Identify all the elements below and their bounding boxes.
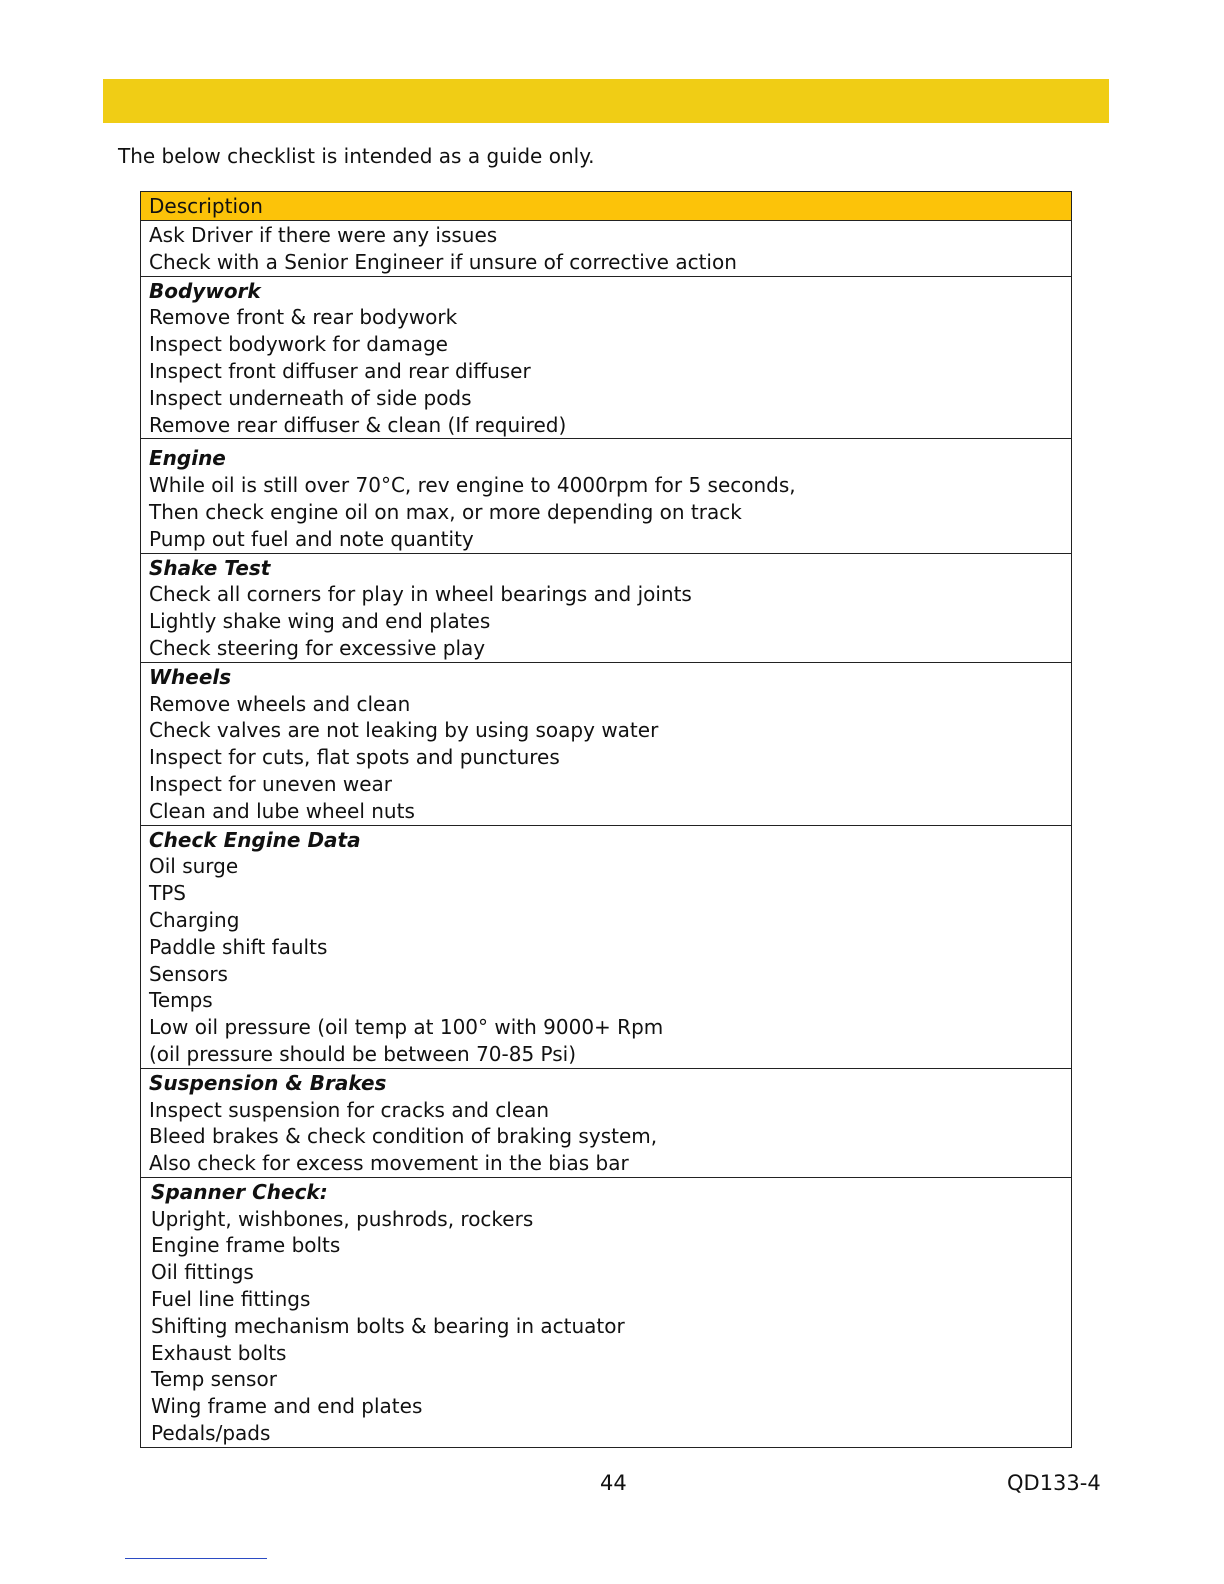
list-item: Then check engine oil on max, or more depending on track bbox=[149, 499, 742, 524]
list-item: Oil surge bbox=[149, 854, 239, 879]
list-item: Check steering for excessive play bbox=[149, 635, 486, 660]
list-item: Ask Driver if there were any issues bbox=[149, 223, 498, 247]
list-item: Remove rear diffuser & clean (If required) bbox=[149, 412, 567, 437]
list-item: Lightly shake wing and end plates bbox=[149, 609, 491, 634]
list-item: Check all corners for play in wheel bearings and joints bbox=[149, 582, 692, 607]
section-title: Check Engine Data bbox=[149, 827, 361, 852]
footnote-divider bbox=[125, 1558, 267, 1559]
page-number: 44 bbox=[600, 1471, 627, 1495]
list-item: Low oil pressure (oil temp at 100° with 9000+ Rpm bbox=[149, 1015, 664, 1040]
list-item: Remove front & rear bodywork bbox=[149, 305, 458, 330]
list-item: (oil pressure should be between 70-85 Psi) bbox=[149, 1041, 577, 1066]
list-item: Temps bbox=[149, 988, 213, 1013]
list-item: Upright, wishbones, pushrods, rockers bbox=[151, 1206, 534, 1231]
section-bodywork bbox=[141, 277, 1071, 440]
section-title: Engine bbox=[149, 446, 226, 471]
section-title: Wheels bbox=[149, 664, 232, 689]
list-item: Inspect bodywork for damage bbox=[149, 332, 448, 357]
list-item: While oil is still over 70°C, rev engine to 4000rpm for 5 seconds, bbox=[149, 473, 796, 498]
list-item: Fuel line fittings bbox=[151, 1287, 311, 1312]
list-item: Engine frame bolts bbox=[151, 1233, 341, 1258]
list-item: Shifting mechanism bolts & bearing in actuator bbox=[151, 1313, 625, 1338]
list-item: Paddle shift faults bbox=[149, 934, 328, 959]
list-item: Inspect for uneven wear bbox=[149, 771, 393, 796]
list-item: Also check for excess movement in the bias bar bbox=[149, 1151, 629, 1176]
list-item: TPS bbox=[149, 881, 186, 906]
table-header: Description bbox=[141, 192, 1071, 221]
section-engine bbox=[141, 439, 1071, 553]
section-wheels bbox=[141, 663, 1071, 826]
document-code: QD133-4 bbox=[1007, 1471, 1101, 1495]
section-title: Bodywork bbox=[149, 278, 261, 303]
section-shake-test bbox=[141, 554, 1071, 663]
list-item: Oil fittings bbox=[151, 1260, 254, 1285]
list-item: Check valves are not leaking by using soapy water bbox=[149, 718, 659, 743]
list-item: Pedals/pads bbox=[151, 1421, 271, 1446]
section-title: Suspension & Brakes bbox=[149, 1070, 387, 1095]
section-spanner-check bbox=[141, 1178, 1071, 1447]
section-title: Spanner Check: bbox=[151, 1179, 328, 1204]
list-item: Exhaust bolts bbox=[151, 1340, 287, 1365]
list-item: Inspect front diffuser and rear diffuser bbox=[149, 358, 531, 383]
intro-text: The below checklist is intended as a guide only. bbox=[118, 144, 595, 168]
list-item: Temp sensor bbox=[151, 1367, 277, 1392]
list-item: Inspect underneath of side pods bbox=[149, 385, 472, 410]
list-item: Charging bbox=[149, 907, 240, 932]
list-item: Bleed brakes & check condition of braking system, bbox=[149, 1124, 658, 1149]
section-general bbox=[141, 221, 1071, 277]
list-item: Wing frame and end plates bbox=[151, 1394, 423, 1419]
section-suspension-brakes bbox=[141, 1069, 1071, 1178]
list-item: Clean and lube wheel nuts bbox=[149, 798, 415, 823]
list-item: Pump out fuel and note quantity bbox=[149, 526, 474, 551]
section-check-engine-data bbox=[141, 826, 1071, 1069]
list-item: Check with a Senior Engineer if unsure of corrective action bbox=[149, 249, 737, 274]
header-banner bbox=[103, 79, 1109, 123]
list-item: Inspect suspension for cracks and clean bbox=[149, 1097, 550, 1122]
list-item: Sensors bbox=[149, 961, 228, 986]
list-item: Remove wheels and clean bbox=[149, 691, 411, 716]
section-title: Shake Test bbox=[149, 555, 271, 580]
checklist-table bbox=[140, 191, 1072, 1448]
list-item: Inspect for cuts, flat spots and punctures bbox=[149, 745, 560, 770]
